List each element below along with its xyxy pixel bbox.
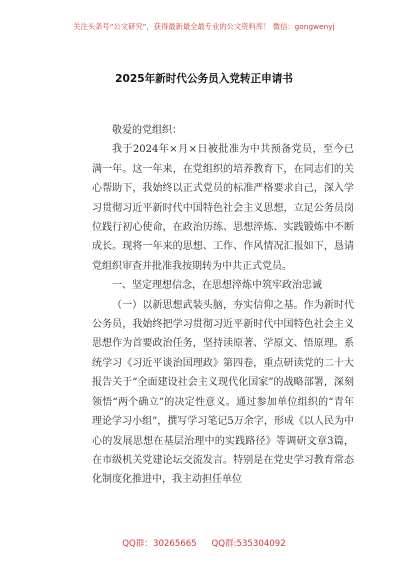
salutation: 敬爱的党组织：: [112, 125, 182, 136]
document-body: [92, 121, 354, 490]
paragraph-study: （一）以新思想武装头脑，夯实信仰之基。作为新时代公务员，我始终把学习贯彻习近平新时代中国特色社会主义思想作为首要政治任务，坚持读原著、学原文、悟原理。系统学习《习近平谈治国理政》第四卷，重点研读党的二十大报告关于“全面建设社会主义现代化国家”的战略部署，深刻领悟“两个确立”的决定性意义。通过参加单位组织的“青年理论学习小组”，撰写学习笔记5万余字，形成《以人民为中心的发展思想在基层治理中的实践路径》等调研文章3篇，在市级机关党建论坛交流发言。特别是在党史学习教育常态化制度化推进中，我主动担任单位: [92, 299, 354, 486]
document-title: 2025年新时代公务员入党转正申请书: [115, 73, 293, 85]
qq-group-1: QQ群：30265665: [122, 539, 197, 549]
qq-footer: [0, 537, 408, 549]
promo-header: 关注头条号“公文研究”，获得最新最全最专业的公文资料库！ 微信：gongwenyj: [73, 22, 335, 31]
qq-group-2: QQ群:535304092: [211, 539, 286, 549]
section-heading: 一、坚定理想信念，在思想淬炼中筑牢政治忠诚: [112, 280, 322, 292]
paragraph-intro: 我于2024年×月×日被批准为中共预备党员，至今已满一年。这一年来，在党组织的培养教育下，在同志们的关心帮助下，我始终以正式党员的标准严格要求自己，深入学习贯彻习近平新时代中国特色社会主义思想，立足公务员岗位践行初心使命，在政治历练、思想淬炼、实践锻炼中不断成长。现将一年来的思想、工作、作风情况汇报如下，恳请党组织审查并批准我按期转为中共正式党员。: [92, 144, 354, 272]
